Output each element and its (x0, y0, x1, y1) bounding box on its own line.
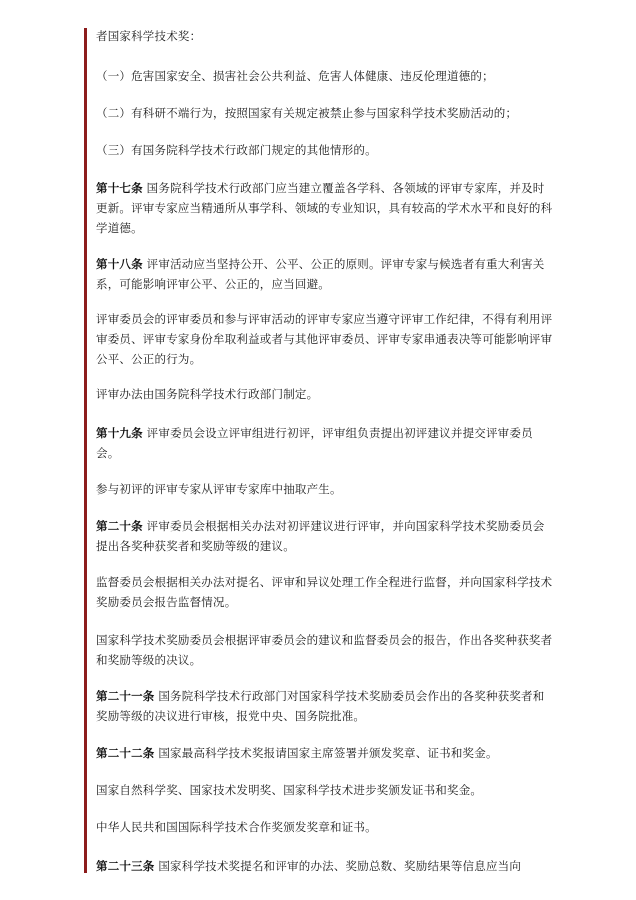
paragraph-text: 参与初评的评审专家从评审专家库中抽取产生。 (96, 482, 342, 496)
paragraph (96, 479, 556, 499)
paragraph-text: 评审委员会设立评审组进行初评，评审组负责提出初评建议并提交评审委员会。 (96, 426, 533, 460)
paragraph (96, 743, 556, 763)
article-number: 第二十二条 (96, 746, 155, 760)
paragraph (96, 780, 556, 800)
article-number: 第十八条 (96, 257, 143, 271)
paragraph-text: 国家自然科学奖、国家技术发明奖、国家科学技术进步奖颁发证书和奖金。 (96, 783, 483, 797)
paragraph (96, 856, 556, 876)
paragraph-text: 国家科学技术奖提名和评审的办法、奖励总数、奖励结果等信息应当向 (154, 859, 522, 873)
article-number: 第二十条 (96, 519, 143, 533)
paragraph-text: 评审委员会的评审委员和参与评审活动的评审专家应当遵守评审工作纪律，不得有利用评审委员、评审专家身份牟取利益或者与其他评审委员、评审专家串通表决等可能影响评审公平、公正的行为。 (96, 312, 553, 366)
paragraph-text: 评审活动应当坚持公开、公平、公正的原则。评审专家与候选者有重大利害关系，可能影响评审公平、公正的，应当回避。 (96, 257, 545, 291)
paragraph (96, 66, 556, 86)
paragraph (96, 572, 556, 612)
paragraph (96, 817, 556, 837)
article-number: 第二十一条 (96, 689, 155, 703)
paragraph-text: （三）有国务院科学技术行政部门规定的其他情形的。 (96, 143, 377, 157)
article-number: 第十七条 (96, 181, 143, 195)
article-number: 第十九条 (96, 426, 143, 440)
top-fade (96, 0, 556, 28)
paragraph-text: 监督委员会根据相关办法对提名、评审和异议处理工作全程进行监督，并向国家科学技术奖励委员会报告监督情况。 (96, 575, 553, 609)
paragraph (96, 254, 556, 294)
paragraph (96, 686, 556, 726)
paragraph (96, 140, 556, 160)
paragraph-text: 国家科学技术奖励委员会根据评审委员会的建议和监督委员会的报告，作出各奖种获奖者和奖励等级的决议。 (96, 633, 553, 667)
paragraph (96, 384, 556, 404)
paragraph-text: 国务院科学技术行政部门对国家科学技术奖励委员会作出的各奖种获奖者和奖励等级的决议进行审核，报党中央、国务院批准。 (96, 689, 545, 723)
paragraph (96, 516, 556, 556)
paragraph (96, 103, 556, 123)
paragraph (96, 423, 556, 463)
article-number: 第二十三条 (96, 859, 155, 873)
paragraph-text: 国务院科学技术行政部门应当建立覆盖各学科、各领域的评审专家库，并及时更新。评审专家应当精通所从事学科、领域的专业知识，具有较高的学术水平和良好的科学道德。 (96, 181, 553, 235)
paragraph-text: 评审委员会根据相关办法对初评建议进行评审，并向国家科学技术奖励委员会提出各奖种获奖者和奖励等级的建议。 (96, 519, 545, 553)
left-border-rule (84, 28, 87, 873)
paragraph (96, 309, 556, 369)
paragraph-text: 评审办法由国务院科学技术行政部门制定。 (96, 387, 319, 401)
paragraph (96, 178, 556, 238)
paragraph-text: 者国家科学技术奖： (96, 29, 202, 43)
paragraph-text: 国家最高科学技术奖报请国家主席签署并颁发奖章、证书和奖金。 (154, 746, 498, 760)
paragraph (96, 26, 556, 46)
paragraph-text: （一）危害国家安全、损害社会公共利益、危害人体健康、违反伦理道德的； (96, 69, 494, 83)
paragraph-text: 中华人民共和国国际科学技术合作奖颁发奖章和证书。 (96, 820, 377, 834)
paragraph-text: （二）有科研不端行为，按照国家有关规定被禁止参与国家科学技术奖励活动的； (96, 106, 518, 120)
paragraph (96, 630, 556, 670)
